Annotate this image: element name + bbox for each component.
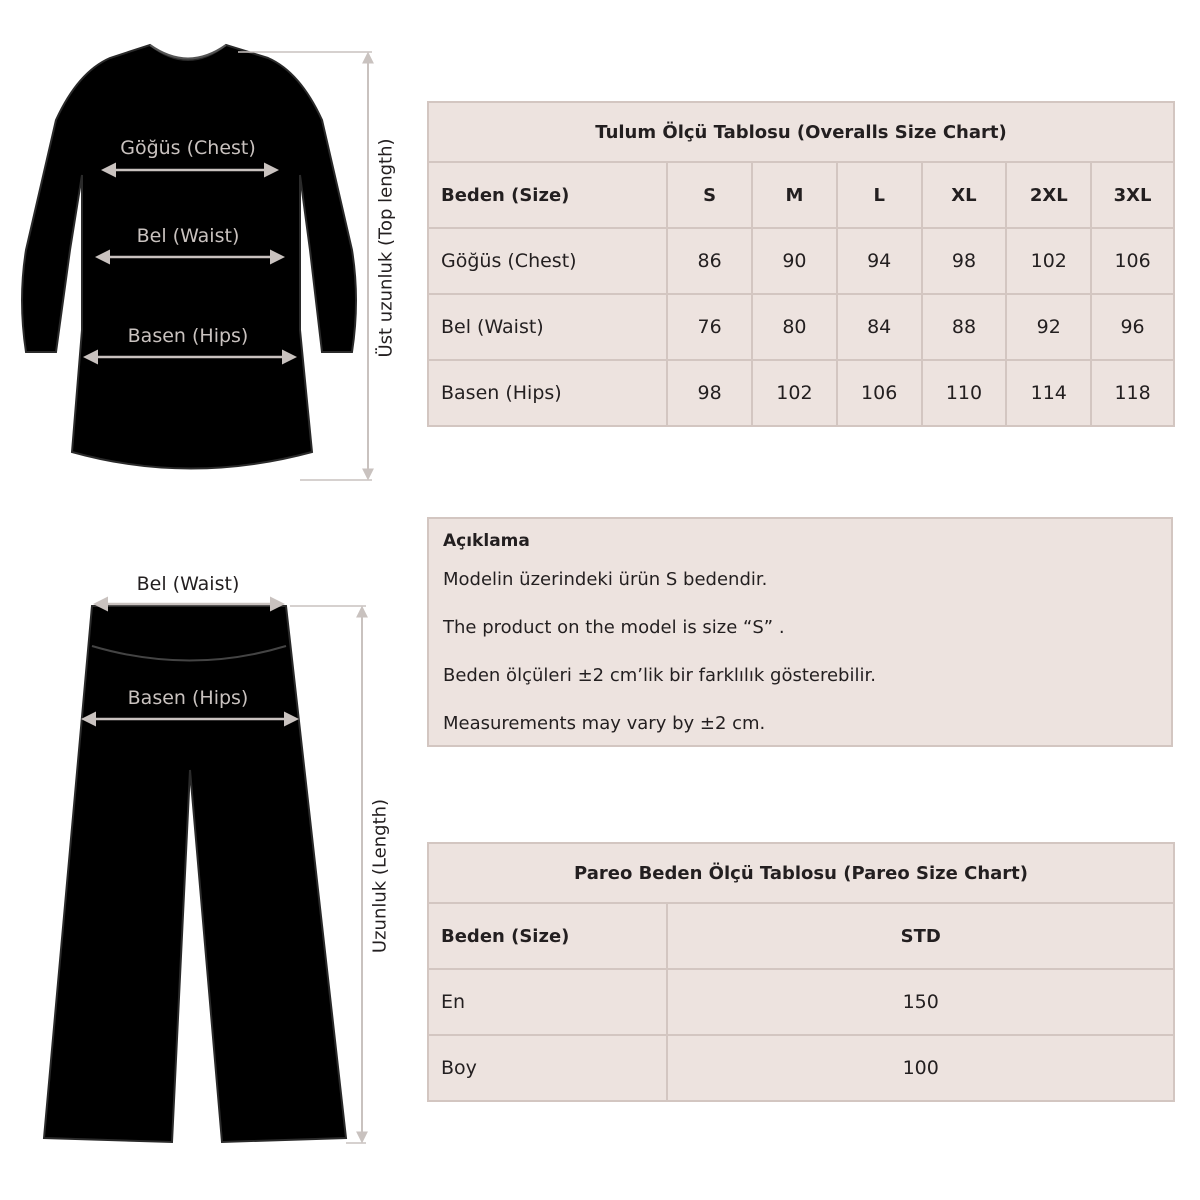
- row-label: Bel (Waist): [428, 294, 667, 360]
- table-cell: 92: [1006, 294, 1091, 360]
- table-cell: 118: [1091, 360, 1174, 426]
- row-label: Basen (Hips): [428, 360, 667, 426]
- header-cell: Beden (Size): [428, 903, 667, 969]
- top-chest-label: Göğüs (Chest): [120, 137, 256, 159]
- table-row: [428, 294, 1174, 360]
- header-cell: L: [837, 162, 922, 228]
- table-cell: 96: [1091, 294, 1174, 360]
- top-length-label: Üst uzunluk (Top length): [375, 138, 397, 358]
- table-cell: 90: [752, 228, 837, 294]
- row-label: Boy: [428, 1035, 667, 1101]
- table-cell: 86: [667, 228, 752, 294]
- top-waist-label: Bel (Waist): [136, 225, 240, 247]
- table-row: [428, 360, 1174, 426]
- header-cell: 3XL: [1091, 162, 1174, 228]
- header-cell: STD: [667, 903, 1174, 969]
- table-cell: 106: [1091, 228, 1174, 294]
- header-cell: 2XL: [1006, 162, 1091, 228]
- row-label: En: [428, 969, 667, 1035]
- table-cell: 84: [837, 294, 922, 360]
- notes-box: [427, 517, 1173, 747]
- overalls-size-table: [427, 101, 1175, 427]
- table-row: [428, 1035, 1174, 1101]
- table-cell: 98: [667, 360, 752, 426]
- bottom-hips-label: Basen (Hips): [127, 687, 249, 709]
- table-cell: 102: [752, 360, 837, 426]
- note-line: Beden ölçüleri ±2 cm’lik bir farklılık gösterebilir.: [443, 665, 876, 686]
- note-line: Measurements may vary by ±2 cm.: [443, 713, 766, 734]
- table-cell: 98: [922, 228, 1007, 294]
- pareo-table-title: Pareo Beden Ölçü Tablosu (Pareo Size Chart): [428, 843, 1174, 903]
- overalls-table-title: Tulum Ölçü Tablosu (Overalls Size Chart): [428, 102, 1174, 162]
- header-cell: XL: [922, 162, 1007, 228]
- header-cell: M: [752, 162, 837, 228]
- table-cell: 110: [922, 360, 1007, 426]
- table-cell: 114: [1006, 360, 1091, 426]
- header-cell: S: [667, 162, 752, 228]
- note-line: Modelin üzerindeki ürün S bedendir.: [443, 569, 768, 590]
- overalls-header-row: [428, 162, 1174, 228]
- table-row: [428, 228, 1174, 294]
- table-cell: 80: [752, 294, 837, 360]
- table-cell: 106: [837, 360, 922, 426]
- table-cell: 94: [837, 228, 922, 294]
- table-row: [428, 969, 1174, 1035]
- table-cell: 76: [667, 294, 752, 360]
- table-cell: 88: [922, 294, 1007, 360]
- top-hips-label: Basen (Hips): [127, 325, 249, 347]
- note-line: The product on the model is size “S” .: [443, 617, 785, 638]
- row-label: Göğüs (Chest): [428, 228, 667, 294]
- pareo-header-row: [428, 903, 1174, 969]
- header-cell: Beden (Size): [428, 162, 667, 228]
- bottom-waist-label: Bel (Waist): [136, 573, 240, 595]
- table-cell: 102: [1006, 228, 1091, 294]
- notes-title: Açıklama: [443, 531, 530, 551]
- table-cell: 100: [667, 1035, 1174, 1101]
- pareo-size-table: [427, 842, 1175, 1102]
- bottom-length-label: Uzunluk (Length): [369, 798, 391, 954]
- table-cell: 150: [667, 969, 1174, 1035]
